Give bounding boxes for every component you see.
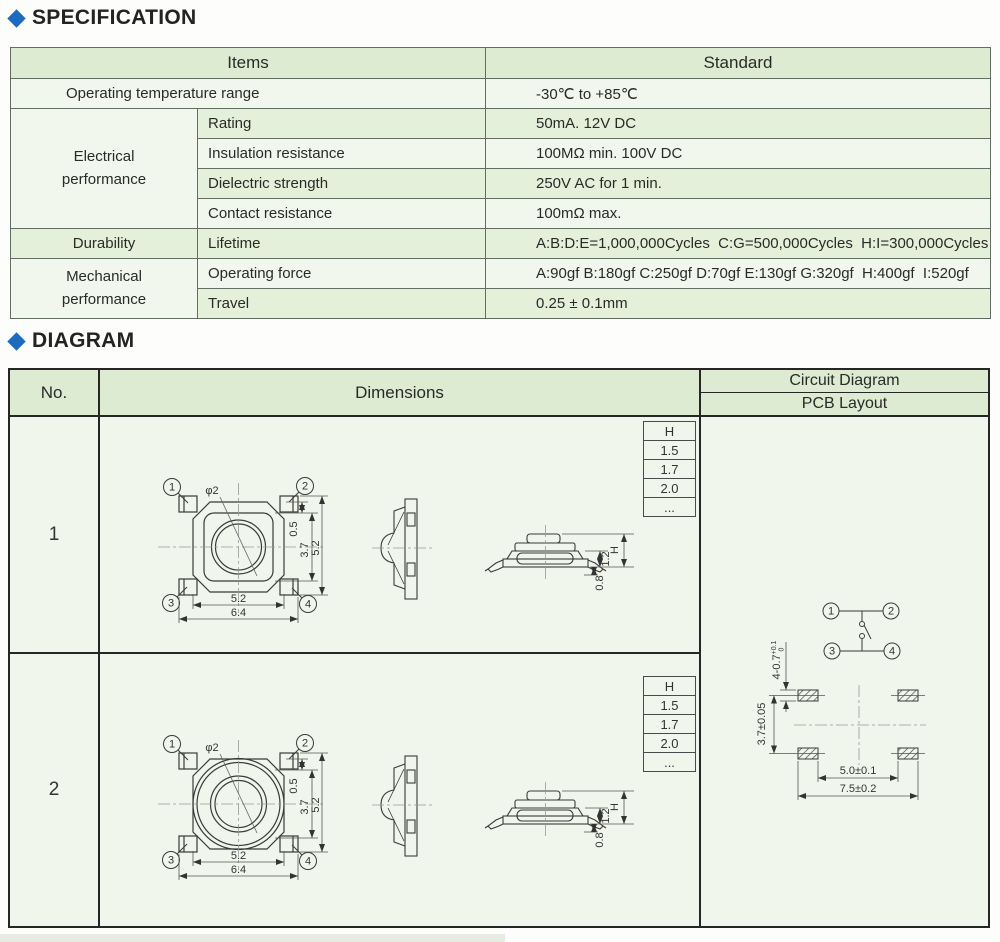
svg-text:φ2: φ2 bbox=[205, 742, 219, 754]
diagram-table bbox=[8, 368, 990, 928]
svg-text:1.2: 1.2 bbox=[600, 551, 612, 567]
svg-text:0.5: 0.5 bbox=[288, 778, 300, 794]
lifetime-standard: A:B:D:E=1,000,000Cycles C:G=500,000Cycles H:I=300,000Cycles bbox=[486, 229, 991, 259]
svg-text:4-0.7+0.10: $4-0.7^{+0.1}0$ bbox=[771, 640, 786, 680]
row-number-1: 1 bbox=[48, 523, 60, 545]
svg-text:H: H bbox=[609, 803, 621, 811]
table-row bbox=[11, 229, 991, 259]
svg-text:φ2: φ2 bbox=[205, 485, 219, 497]
svg-text:7.5±0.2: 7.5±0.2 bbox=[839, 783, 877, 795]
travel-standard: 0.25 ± 0.1mm bbox=[486, 289, 991, 319]
svg-text:6.4: 6.4 bbox=[230, 864, 247, 876]
svg-text:0.8: 0.8 bbox=[594, 832, 606, 848]
svg-text:3.7: 3.7 bbox=[299, 799, 311, 815]
front-view-labels bbox=[594, 803, 621, 848]
svg-text:2: 2 bbox=[301, 737, 309, 750]
front-view-dims bbox=[562, 791, 634, 832]
divider bbox=[701, 392, 988, 393]
rating-item: Rating bbox=[198, 109, 486, 139]
dimension-drawing-row2 bbox=[100, 674, 699, 909]
pin-numbers bbox=[168, 738, 311, 868]
circuit-and-pcb-drawing bbox=[701, 417, 988, 926]
svg-text:6.4: 6.4 bbox=[230, 607, 247, 619]
svg-text:3: 3 bbox=[828, 645, 836, 658]
table-row bbox=[11, 109, 991, 139]
svg-text:5.0±0.1: 5.0±0.1 bbox=[839, 765, 877, 777]
h-table: H 1.5 1.7 2.0 ... bbox=[643, 676, 696, 772]
op-temp-standard: -30℃ to +85℃ bbox=[486, 79, 991, 109]
side-view bbox=[372, 499, 434, 599]
pcb-layout bbox=[756, 640, 926, 800]
svg-text:1: 1 bbox=[827, 605, 835, 618]
dimensions-cell-row1 bbox=[100, 417, 699, 652]
svg-text:1: 1 bbox=[168, 481, 176, 494]
diagram-title-text: DIAGRAM bbox=[32, 329, 135, 352]
row-number-2: 2 bbox=[48, 779, 60, 800]
electrical-category: Electrical performance bbox=[11, 109, 198, 229]
op-temp-item: Operating temperature range bbox=[11, 79, 486, 109]
spec-section-title bbox=[10, 6, 197, 30]
front-view-dims bbox=[562, 534, 634, 575]
travel-item: Travel bbox=[198, 289, 486, 319]
specification-table bbox=[10, 47, 991, 319]
diagram-section-title bbox=[10, 329, 134, 353]
contact-standard: 100mΩ max. bbox=[486, 199, 991, 229]
force-standard: A:90gf B:180gf C:250gf D:70gf E:130gf G:320gf H:400gf I:520gf bbox=[486, 259, 991, 289]
side-view bbox=[372, 756, 434, 856]
h-table: H 1.5 1.7 2.0 ... bbox=[643, 421, 696, 517]
insulation-standard: 100MΩ min. 100V DC bbox=[486, 139, 991, 169]
table-header-row bbox=[11, 48, 991, 79]
diamond-icon bbox=[7, 332, 25, 350]
svg-text:5.2: 5.2 bbox=[310, 540, 322, 556]
pin-numbers bbox=[168, 481, 311, 611]
front-view bbox=[485, 782, 606, 838]
lifetime-item: Lifetime bbox=[198, 229, 486, 259]
svg-text:3: 3 bbox=[167, 597, 175, 610]
svg-text:2: 2 bbox=[301, 480, 309, 493]
insulation-item: Insulation resistance bbox=[198, 139, 486, 169]
svg-text:5.2: 5.2 bbox=[230, 593, 247, 605]
force-item: Operating force bbox=[198, 259, 486, 289]
dimension-drawing-row1 bbox=[100, 417, 699, 652]
svg-text:0.8: 0.8 bbox=[594, 575, 606, 591]
dielectric-item: Dielectric strength bbox=[198, 169, 486, 199]
circuit-pcb-cell bbox=[701, 417, 988, 926]
svg-text:4: 4 bbox=[304, 598, 312, 611]
svg-text:4: 4 bbox=[304, 855, 312, 868]
dimensions-header: Dimensions bbox=[100, 370, 699, 415]
dielectric-standard: 250V AC for 1 min. bbox=[486, 169, 991, 199]
no-header: No. bbox=[10, 370, 98, 415]
svg-text:1.2: 1.2 bbox=[600, 808, 612, 824]
standard-header: Standard bbox=[486, 48, 991, 79]
svg-text:5.2: 5.2 bbox=[230, 850, 247, 862]
circuit-diagram-header: Circuit Diagram bbox=[701, 370, 988, 392]
svg-text:0.5: 0.5 bbox=[288, 521, 300, 537]
table-row bbox=[11, 259, 991, 289]
durability-category: Durability bbox=[11, 229, 198, 259]
spec-title-text: SPECIFICATION bbox=[32, 6, 197, 29]
front-view-labels bbox=[594, 546, 621, 591]
phi-label bbox=[205, 485, 257, 576]
pcb-layout-header: PCB Layout bbox=[701, 393, 988, 415]
svg-text:H: H bbox=[609, 546, 621, 554]
svg-text:2: 2 bbox=[887, 605, 895, 618]
mechanical-category: Mechanical performance bbox=[11, 259, 198, 319]
svg-text:3: 3 bbox=[167, 854, 175, 867]
items-header: Items bbox=[11, 48, 486, 79]
svg-text:4: 4 bbox=[888, 645, 896, 658]
table-row bbox=[11, 79, 991, 109]
svg-text:3.7: 3.7 bbox=[299, 542, 311, 558]
diamond-icon bbox=[7, 9, 25, 27]
contact-item: Contact resistance bbox=[198, 199, 486, 229]
svg-text:5.2: 5.2 bbox=[310, 797, 322, 813]
svg-text:1: 1 bbox=[168, 738, 176, 751]
phi-label bbox=[205, 742, 257, 833]
page-cutoff-strip bbox=[0, 934, 505, 942]
front-view bbox=[485, 525, 606, 581]
dimensions-cell-row2 bbox=[100, 654, 699, 926]
svg-text:3.7±0.05: 3.7±0.05 bbox=[756, 702, 768, 746]
rating-standard: 50mA. 12V DC bbox=[486, 109, 991, 139]
